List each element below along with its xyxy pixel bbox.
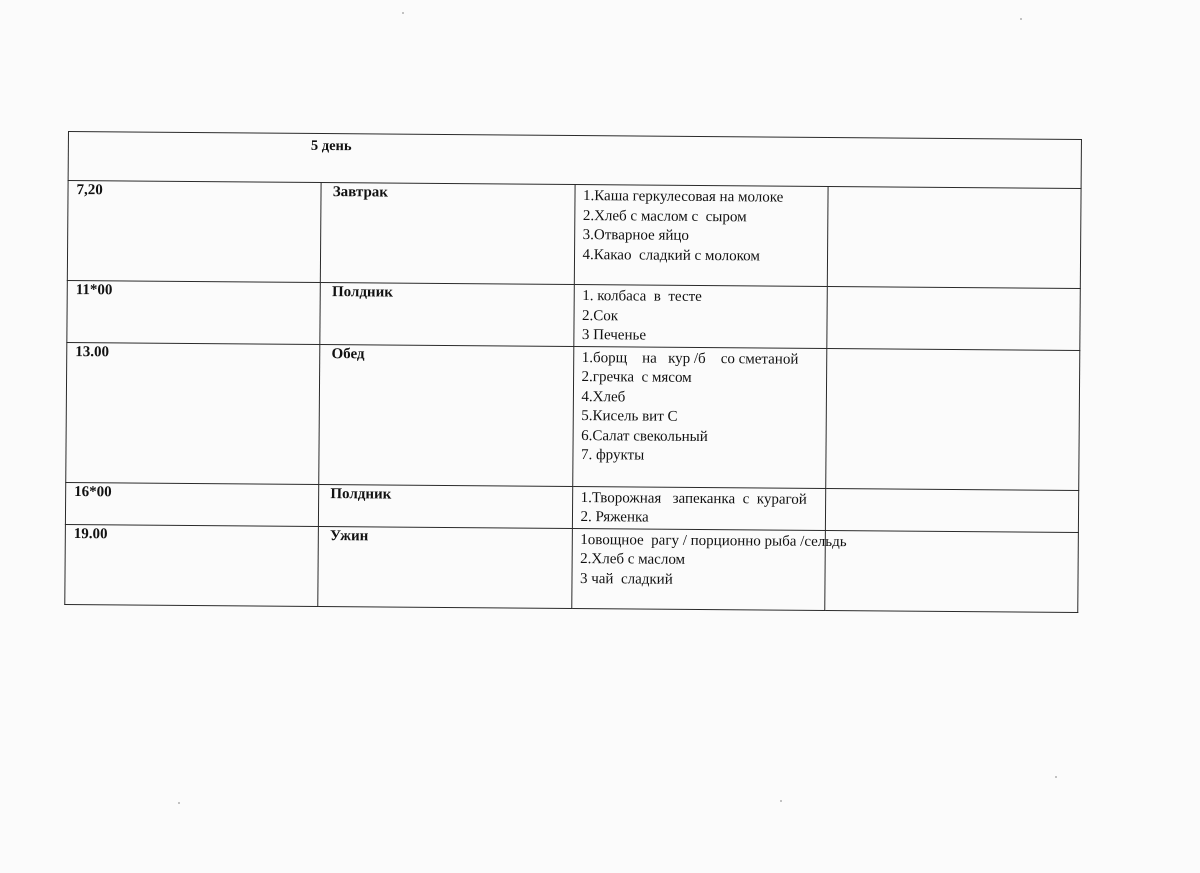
meal-time: 19.00: [65, 524, 319, 606]
meal-row-breakfast: [67, 181, 1081, 289]
menu-item: 3 Печенье: [581, 327, 647, 344]
menu-item: 2. Ряженка: [580, 509, 649, 526]
scan-speck: [1055, 776, 1057, 778]
menu-item: 4.Какао сладкий с молоком: [582, 246, 760, 264]
empty-cell: [827, 186, 1081, 288]
scan-speck: [780, 800, 782, 802]
meal-time: 13.00: [66, 342, 320, 484]
meal-row-lunch: [66, 342, 1080, 490]
meal-name: Полдник: [320, 282, 574, 345]
menu-item: 3.Отварное яйцо: [582, 227, 690, 244]
meal-items: [574, 184, 828, 286]
empty-cell: [825, 530, 1079, 612]
menu-item: 1. колбаса в тесте: [582, 288, 702, 305]
menu-item: 6.Салат свекольный: [581, 427, 708, 445]
meal-row-dinner: [65, 524, 1079, 612]
menu-item: 4.Хлеб: [581, 388, 626, 405]
day-title: 5 день: [310, 137, 352, 155]
meal-items: [572, 486, 826, 530]
menu-item: 7. фрукты: [580, 447, 645, 464]
menu-item: 1.Каша геркулесовая на молоке: [582, 188, 784, 206]
meal-row-snack-1: [67, 280, 1080, 349]
meal-items: [573, 284, 827, 347]
menu-item: 1овощное рагу / порционно рыба /сельдь: [580, 531, 847, 550]
scan-speck: [1020, 18, 1022, 20]
meal-time: 7,20: [67, 181, 321, 283]
menu-item: 1.борщ на кур /б со сметаной: [581, 349, 799, 368]
day-title-cell: [68, 132, 1081, 189]
scan-speck: [402, 12, 404, 14]
menu-item: 3 чай сладкий: [579, 570, 673, 588]
meal-time: 11*00: [67, 280, 321, 343]
meal-time: 16*00: [65, 482, 319, 526]
menu-item: 2.Хлеб с маслом: [580, 551, 686, 568]
scan-speck: [178, 802, 180, 804]
meal-name: Полдник: [319, 484, 573, 528]
menu-item: 2.Сок: [582, 307, 619, 324]
menu-item: 2.Хлеб с маслом с сыром: [582, 207, 747, 225]
meal-name: Завтрак: [321, 182, 575, 284]
meal-items: [572, 346, 826, 488]
menu-item: 2.гречка с мясом: [581, 369, 692, 386]
empty-cell: [827, 286, 1081, 349]
meal-items: [571, 528, 847, 610]
meal-name: Обед: [319, 344, 573, 486]
menu-item: 5.Кисель вит С: [581, 408, 678, 425]
empty-cell: [825, 488, 1079, 532]
day-header-row: [68, 132, 1081, 189]
menu-item: 1.Творожная запеканка с курагой: [580, 489, 807, 508]
menu-table: [64, 131, 1082, 612]
empty-cell: [825, 348, 1079, 490]
meal-name: Ужин: [318, 526, 572, 608]
